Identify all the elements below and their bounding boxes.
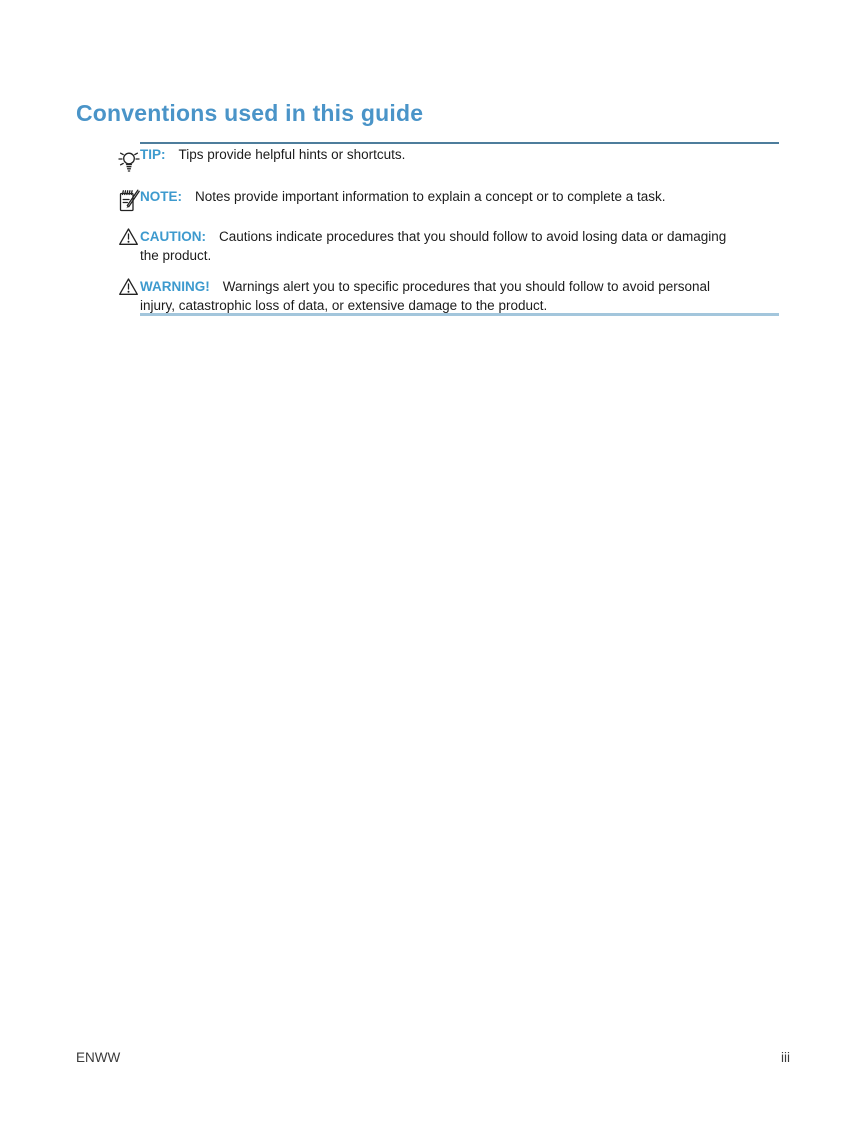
- warning-text: [140, 277, 710, 315]
- caution-notice: [118, 227, 783, 265]
- note-notice: [118, 187, 783, 215]
- warning-label: WARNING!: [140, 279, 210, 294]
- footer-doc-code: ENWW: [76, 1050, 121, 1065]
- warning-body-line1: Warnings alert you to specific procedures that you should follow to avoid personal: [222, 279, 711, 294]
- warning-triangle-icon: [118, 277, 140, 297]
- caution-body-line2: the product.: [140, 248, 212, 263]
- bottom-divider: [140, 313, 779, 316]
- caution-text: [140, 227, 726, 265]
- warning-notice: [118, 277, 783, 315]
- note-body: Notes provide important information to explain a concept or to complete a task.: [195, 189, 666, 204]
- page-title: Conventions used in this guide: [76, 100, 424, 126]
- warning-body-line2: injury, catastrophic loss of data, or extensive damage to the product.: [140, 298, 548, 313]
- note-icon: [118, 187, 140, 215]
- caution-label: CAUTION:: [140, 229, 206, 244]
- top-divider: [140, 142, 779, 144]
- note-label: NOTE:: [140, 189, 182, 204]
- warning-triangle-icon: [118, 227, 140, 247]
- tip-notice: [118, 145, 783, 173]
- tip-label: TIP:: [140, 147, 166, 162]
- lightbulb-icon: [118, 145, 140, 173]
- caution-body-line1: Cautions indicate procedures that you should follow to avoid losing data or damaging: [219, 229, 727, 244]
- footer-page-number: iii: [781, 1050, 790, 1065]
- tip-body: Tips provide helpful hints or shortcuts.: [178, 147, 406, 162]
- page-footer: [76, 1050, 790, 1065]
- tip-text: [140, 145, 405, 164]
- note-text: [140, 187, 666, 206]
